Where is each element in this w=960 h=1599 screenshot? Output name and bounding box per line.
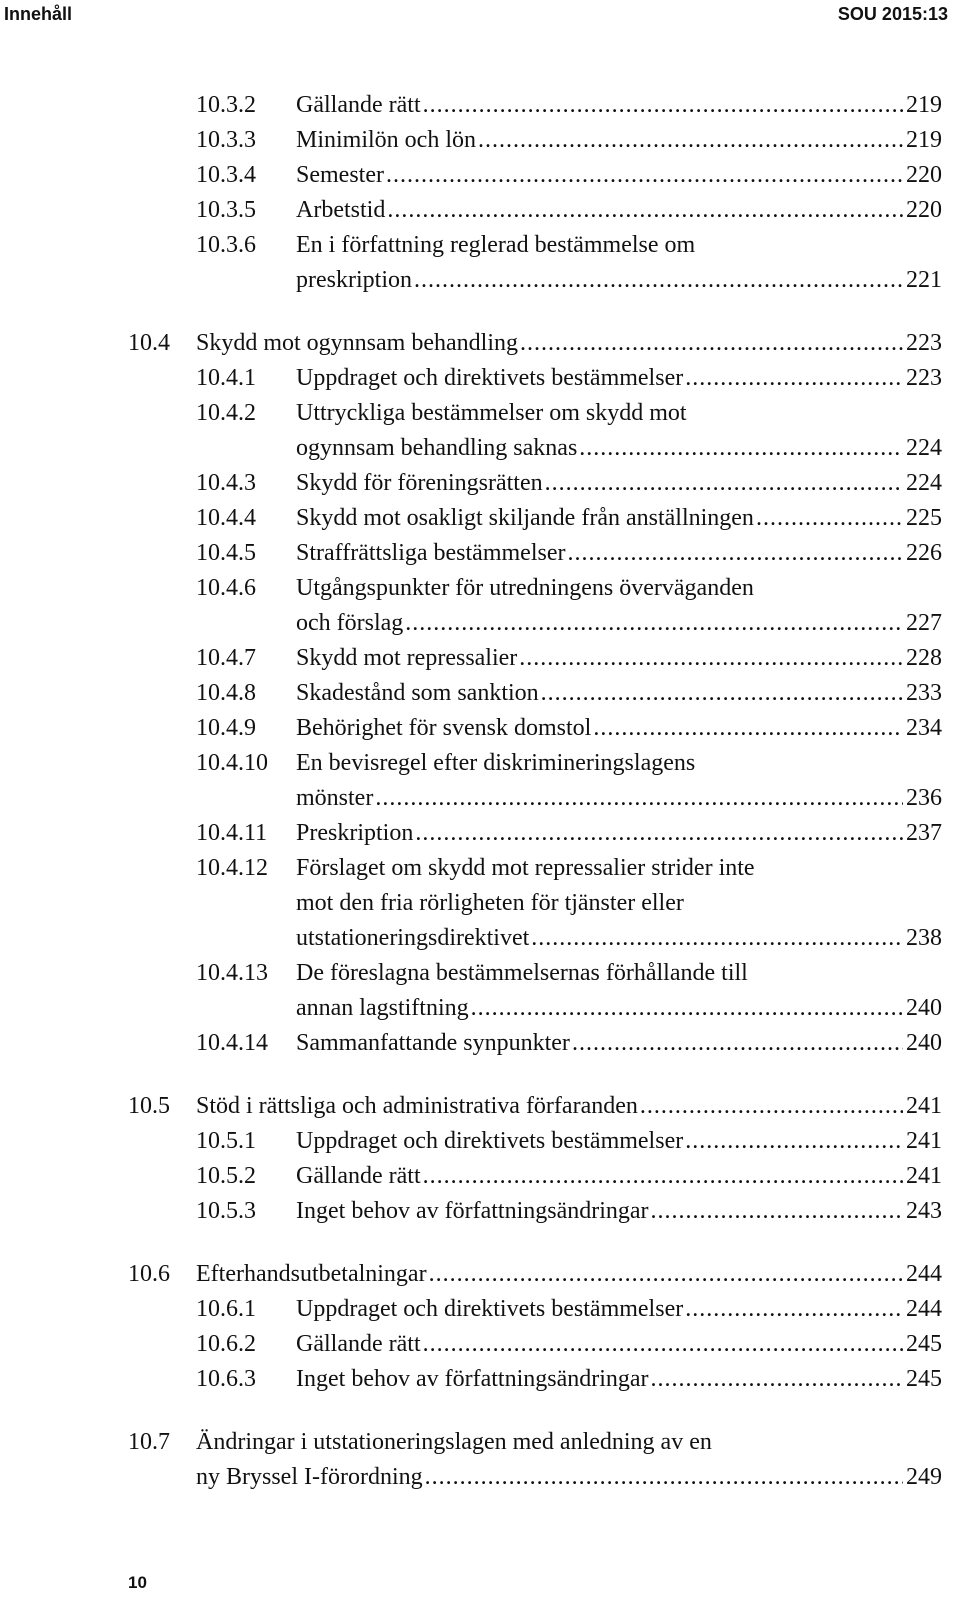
toc-entry-number: 10.5.2	[196, 1163, 256, 1189]
toc-entry-number: 10.4.2	[196, 400, 256, 426]
toc-entry-title: Straffrättsliga bestämmelser	[296, 540, 566, 566]
dot-leader	[415, 816, 903, 850]
toc-entry-number: 10.6.1	[196, 1296, 256, 1322]
toc-entry-page: 228	[906, 645, 942, 671]
dot-leader	[531, 921, 903, 955]
dot-leader	[387, 193, 903, 227]
toc-entry-number: 10.5.1	[196, 1128, 256, 1154]
dot-leader	[386, 158, 903, 192]
toc-entry-title: Arbetstid	[296, 197, 386, 223]
toc-entry-page: 245	[906, 1331, 942, 1357]
toc-entry-title: mönster	[296, 785, 374, 811]
dot-leader	[572, 1026, 903, 1060]
header-report-id: SOU 2015:13	[837, 4, 948, 24]
toc-entry-title: annan lagstiftning	[296, 995, 469, 1021]
dot-leader	[685, 1292, 903, 1326]
dot-leader	[756, 501, 903, 535]
toc-entry-title: preskription	[296, 267, 412, 293]
toc-entry-number: 10.3.2	[196, 92, 256, 118]
dot-leader	[579, 431, 903, 465]
toc-entry-page: 240	[906, 995, 942, 1021]
dot-leader	[478, 123, 903, 157]
toc-entry-number: 10.4.12	[196, 855, 268, 881]
toc-entry-number: 10.4.3	[196, 470, 256, 496]
toc-entry-title: Uppdraget och direktivets bestämmelser	[296, 365, 684, 391]
toc-entry-title: Utgångspunkter för utredningens överväganden	[296, 575, 754, 601]
toc-entry-number: 10.4.14	[196, 1030, 268, 1056]
toc-entry-page: 241	[906, 1093, 942, 1119]
dot-leader	[593, 711, 903, 745]
dot-leader	[414, 263, 903, 297]
toc-entry-title: Skydd för föreningsrätten	[296, 470, 543, 496]
toc-entry-title: ogynnsam behandling saknas	[296, 435, 578, 461]
toc-entry-title: Inget behov av författningsändringar	[296, 1198, 649, 1224]
toc-entry-page: 220	[906, 162, 942, 188]
toc-entry-page: 237	[906, 820, 942, 846]
toc-entry-page: 244	[906, 1261, 942, 1287]
toc-entry-title: Stöd i rättsliga och administrativa förfaranden	[196, 1093, 638, 1119]
toc-entry-number: 10.4.11	[196, 820, 268, 846]
dot-leader	[423, 1327, 903, 1361]
toc-entry-number: 10.3.5	[196, 197, 256, 223]
toc-entry-number: 10.7	[128, 1429, 170, 1455]
dot-leader	[520, 326, 903, 360]
toc-entry-number: 10.4.6	[196, 575, 256, 601]
toc-entry-title: Sammanfattande synpunkter	[296, 1030, 570, 1056]
toc-entry-title: En i författning reglerad bestämmelse om	[296, 232, 696, 258]
toc-entry-title: Gällande rätt	[296, 1163, 421, 1189]
toc-entry-title: Skydd mot repressalier	[296, 645, 518, 671]
header-section-label: Innehåll	[4, 4, 73, 24]
toc-entry-page: 234	[906, 715, 942, 741]
toc-entry-number: 10.5.3	[196, 1198, 256, 1224]
toc-entry-page: 227	[906, 610, 942, 636]
toc-entry-page: 240	[906, 1030, 942, 1056]
toc-entry-number: 10.4.9	[196, 715, 256, 741]
toc-entry-title: Behörighet för svensk domstol	[296, 715, 592, 741]
toc-entry-title: Efterhandsutbetalningar	[196, 1261, 427, 1287]
toc-entry-title: De föreslagna bestämmelsernas förhållande till	[296, 960, 748, 986]
toc-entry-page: 221	[906, 267, 942, 293]
dot-leader	[685, 361, 903, 395]
toc-entry-page: 223	[906, 330, 942, 356]
toc-entry-page: 238	[906, 925, 942, 951]
toc-entry-title: Förslaget om skydd mot repressalier strider inte	[296, 855, 755, 881]
toc-entry-title: Skadestånd som sanktion	[296, 680, 539, 706]
toc-entry-title: mot den fria rörligheten för tjänster eller	[296, 890, 684, 916]
toc-entry-page: 224	[906, 435, 942, 461]
toc-entry-page: 249	[906, 1464, 942, 1490]
toc-entry-title: Inget behov av författningsändringar	[296, 1366, 649, 1392]
toc-entry-page: 241	[906, 1128, 942, 1154]
toc-entry-title: Uppdraget och direktivets bestämmelser	[296, 1128, 684, 1154]
toc-entry-page: 245	[906, 1366, 942, 1392]
toc-entry-number: 10.4.4	[196, 505, 256, 531]
toc-entry-number: 10.6.2	[196, 1331, 256, 1357]
toc-entry-number: 10.5	[128, 1093, 170, 1119]
dot-leader	[651, 1362, 903, 1396]
toc-entry-title: Preskription	[296, 820, 414, 846]
toc-entry-number: 10.4.7	[196, 645, 256, 671]
toc-entry-page: 219	[906, 127, 942, 153]
toc-entry-number: 10.4.8	[196, 680, 256, 706]
dot-leader	[541, 676, 903, 710]
toc-entry-page: 241	[906, 1163, 942, 1189]
toc-entry-title: Gällande rätt	[296, 1331, 421, 1357]
page-number: 10	[128, 1573, 147, 1592]
dot-leader	[429, 1257, 903, 1291]
dot-leader	[567, 536, 903, 570]
toc-entry-title: Uppdraget och direktivets bestämmelser	[296, 1296, 684, 1322]
toc-entry-number: 10.4.10	[196, 750, 268, 776]
toc-entry-page: 226	[906, 540, 942, 566]
toc-entry-number: 10.4.1	[196, 365, 256, 391]
dot-leader	[405, 606, 903, 640]
toc-entry-title: En bevisregel efter diskrimineringslagens	[296, 750, 696, 776]
toc-entry-page: 243	[906, 1198, 942, 1224]
toc-entry-title: Minimilön och lön	[296, 127, 476, 153]
toc-entry-number: 10.3.3	[196, 127, 256, 153]
dot-leader	[471, 991, 903, 1025]
page-header	[0, 0, 960, 30]
toc-entry-number: 10.4	[128, 330, 170, 356]
toc-entry-title: Skydd mot osakligt skiljande från anställningen	[296, 505, 754, 531]
toc-entry-title: utstationeringsdirektivet	[296, 925, 530, 951]
toc-entry-title: Gällande rätt	[296, 92, 421, 118]
toc-entry-number: 10.6	[128, 1261, 170, 1287]
toc-entry-page: 236	[906, 785, 942, 811]
toc-entry-title: och förslag	[296, 610, 404, 636]
toc-entry-number: 10.3.6	[196, 232, 256, 258]
dot-leader	[685, 1124, 903, 1158]
toc-entry-page: 219	[906, 92, 942, 118]
toc-entry-page: 225	[906, 505, 942, 531]
toc-entry-page: 223	[906, 365, 942, 391]
toc-entry-title: Ändringar i utstationeringslagen med anledning av en	[196, 1429, 712, 1455]
dot-leader	[640, 1089, 903, 1123]
dot-leader	[375, 781, 903, 815]
toc-entry-number: 10.4.5	[196, 540, 256, 566]
dot-leader	[423, 88, 903, 122]
toc-entry-title: ny Bryssel I-förordning	[196, 1464, 423, 1490]
toc-entry-title: Uttryckliga bestämmelser om skydd mot	[296, 400, 687, 426]
dot-leader	[519, 641, 903, 675]
toc-entry-page: 244	[906, 1296, 942, 1322]
toc-entry-title: Skydd mot ogynnsam behandling	[196, 330, 518, 356]
toc-entry-number: 10.6.3	[196, 1366, 256, 1392]
toc-entry-page: 224	[906, 470, 942, 496]
dot-leader	[425, 1460, 903, 1494]
toc-entry-page: 233	[906, 680, 942, 706]
dot-leader	[423, 1159, 903, 1193]
dot-leader	[545, 466, 903, 500]
toc-entry-title: Semester	[296, 162, 384, 188]
dot-leader	[651, 1194, 903, 1228]
toc-entry-number: 10.3.4	[196, 162, 256, 188]
toc-entry-page: 220	[906, 197, 942, 223]
toc-entry-number: 10.4.13	[196, 960, 268, 986]
